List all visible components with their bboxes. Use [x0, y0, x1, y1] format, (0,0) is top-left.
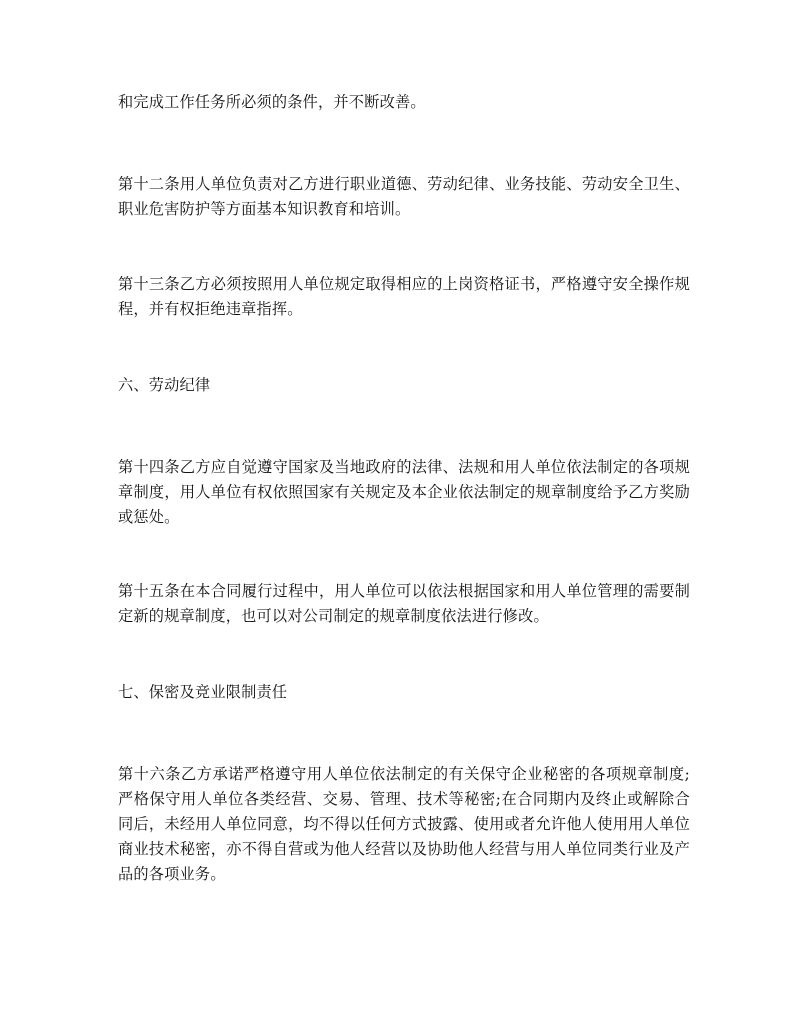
paragraph-working-conditions: 和完成工作任务所必须的条件，并不断改善。	[118, 93, 426, 111]
paragraph-article-16: 第十六条乙方承诺严格遵守用人单位依法制定的有关保守企业秘密的各项规章制度;严格保守用人单位各类经营、交易、管理、技术等秘密;在合同期内及终止或解除合同后，未经用人单位同意，均不得以任何方式披露、使用或者允许他人使用用人单位商业技术秘密，亦不得自营或为他人经营以及协助他人经营与用人单位同类行业及产品的各项业务。	[118, 765, 690, 883]
section-heading-labor-discipline: 六、劳动纪律	[118, 376, 211, 394]
paragraph-article-12: 第十二条用人单位负责对乙方进行职业道德、劳动纪律、业务技能、劳动安全卫生、职业危害防护等方面基本知识教育和培训。	[118, 175, 690, 218]
paragraph-article-15: 第十五条在本合同履行过程中，用人单位可以依法根据国家和用人单位管理的需要制定新的规章制度，也可以对公司制定的规章制度依法进行修改。	[118, 582, 690, 625]
paragraph-article-14: 第十四条乙方应自觉遵守国家及当地政府的法律、法规和用人单位依法制定的各项规章制度，用人单位有权依照国家有关规定及本企业依法制定的规章制度给予乙方奖励或惩处。	[118, 458, 690, 526]
section-heading-confidentiality: 七、保密及竞业限制责任	[118, 683, 288, 701]
paragraph-article-13: 第十三条乙方必须按照用人单位规定取得相应的上岗资格证书，严格遵守安全操作规程，并有权拒绝违章指挥。	[118, 275, 690, 318]
